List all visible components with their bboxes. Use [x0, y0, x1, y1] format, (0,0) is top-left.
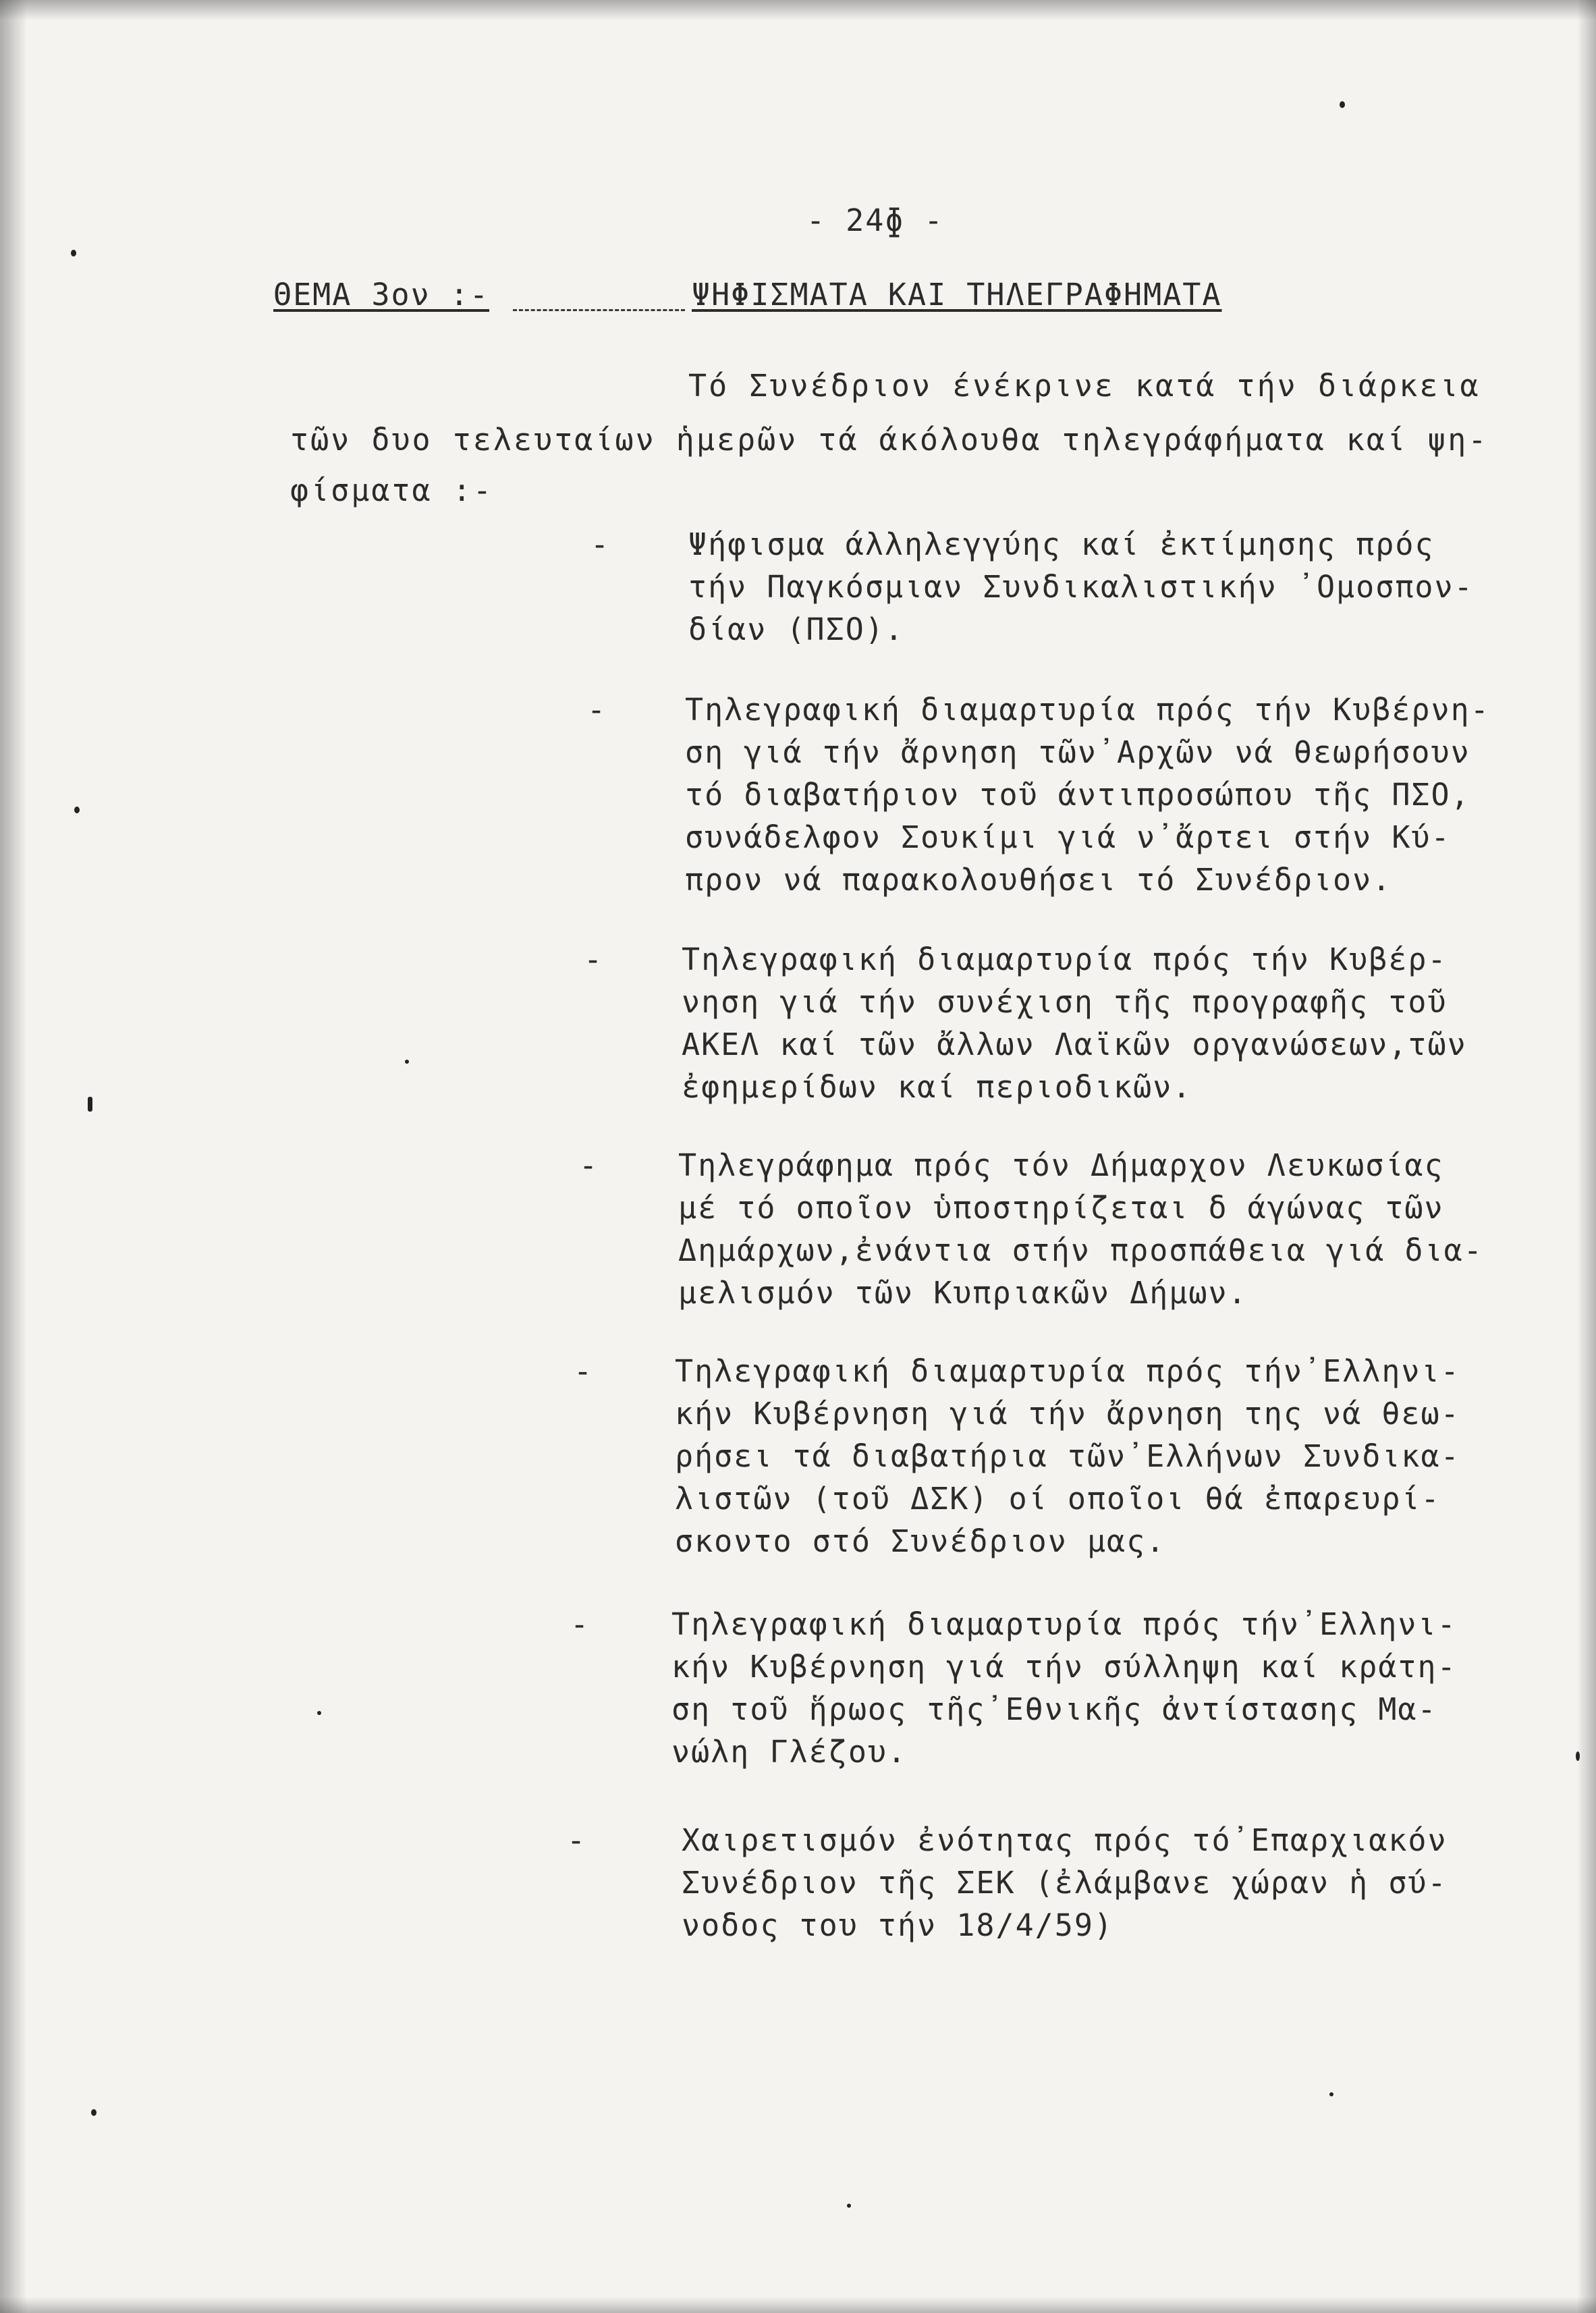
list-item-line: μέ τό οποῖον ὑποστηρίζεται δ άγώνας τῶν	[678, 1190, 1444, 1226]
list-item-line: δίαν (ΠΣΟ).	[688, 611, 905, 647]
list-item-line: μελισμόν τῶν Κυπριακῶν Δήμων.	[678, 1275, 1248, 1311]
scan-speck	[317, 1711, 321, 1715]
list-item-line: τό διαβατήριον τοῦ άντιπροσώπου τῆς ΠΣΟ,	[685, 777, 1470, 813]
list-dash: -	[587, 692, 606, 728]
list-item-line: Συνέδριον τῆς ΣΕΚ (ἐλάμβανε χώραν ἡ σύ-	[682, 1865, 1448, 1901]
list-item-line: Τηλεγραφική διαμαρτυρία πρός τήν Κυβέρ-	[682, 942, 1448, 977]
scan-speck	[1329, 2092, 1333, 2096]
list-item-line: νώλη Γλέζου.	[671, 1734, 908, 1770]
list-item-line: τήν Παγκόσμιαν Συνδικαλιστικήν ᾿Ομοσπον-	[688, 569, 1474, 605]
list-item-line: Δημάρχων,ἐνάντια στήν προσπάθεια γιά δια-	[678, 1232, 1483, 1268]
list-item-line: Τηλεγραφική διαμαρτυρία πρός τήν᾿Ελληνι-	[675, 1353, 1460, 1389]
list-item-line: λιστῶν (τοῦ ΔΣΚ) οί οποῖοι θά ἐπαρευρί-	[675, 1481, 1441, 1517]
scan-edge-bottom	[0, 2297, 1596, 2313]
section-label: ΘΕΜΑ 3ον :-	[273, 277, 490, 312]
list-item-line: ση γιά τήν ἄρνηση τῶν᾿Αρχῶν νά θεωρήσουν	[685, 734, 1470, 770]
list-item-line: Ψήφισμα άλληλεγγύης καί ἐκτίμησης πρός	[688, 526, 1435, 562]
list-dash: -	[584, 942, 603, 977]
list-item-line: ση τοῦ ἥρωος τῆς᾿Εθνικῆς ἀντίστασης Μα-	[671, 1691, 1437, 1727]
list-item-line: ἐφημερίδων καί περιοδικῶν.	[682, 1069, 1192, 1105]
list-dash: -	[590, 526, 609, 562]
list-item-line: ΑΚΕΛ καί τῶν ἄλλων Λαϊκῶν οργανώσεων,τῶν	[682, 1027, 1467, 1062]
intro-line: τῶν δυο τελευταίων ἡμερῶν τά άκόλουθα τηλεγράφήματα καί ψη-	[290, 422, 1489, 458]
list-dash: -	[579, 1147, 598, 1183]
list-item-line: Τηλεγραφική διαμαρτυρία πρός τήν Κυβέρνη-	[685, 692, 1490, 728]
scan-speck	[74, 807, 80, 813]
list-item-line: προν νά παρακολουθήσει τό Συνέδριον.	[685, 862, 1392, 898]
heading-dash-rule	[513, 309, 685, 311]
list-item-line: ρήσει τά διαβατήρια τῶν᾿Ελλήνων Συνδικα-	[675, 1438, 1460, 1474]
scan-edge-left	[0, 0, 27, 2313]
list-item-line: νηση γιά τήν συνέχιση τῆς προγραφῆς τοῦ	[682, 984, 1448, 1020]
list-item-line: κήν Κυβέρνηση γιά τήν σύλληψη καί κράτη-	[671, 1649, 1457, 1685]
scan-speck	[71, 250, 76, 256]
list-item-line: νοδος του τήν 18/4/59)	[682, 1907, 1114, 1943]
list-item-line: σκοντο στό Συνέδριον μας.	[675, 1523, 1166, 1559]
scan-edge-right	[1577, 0, 1596, 2313]
scan-speck	[91, 2109, 97, 2116]
scan-speck	[1340, 101, 1345, 108]
list-dash: -	[567, 1822, 586, 1858]
scan-speck	[1576, 1751, 1580, 1761]
section-title: ΨΗΦΙΣΜΑΤΑ ΚΑΙ ΤΗΛΕΓΡΑΦΗΜΑΤΑ	[692, 277, 1222, 312]
intro-line: Τό Συνέδριον ένέκρινε κατά τήν διάρκεια	[688, 368, 1481, 404]
list-item-line: Χαιρετισμόν ἐνότητας πρός τό᾿Επαρχιακόν	[682, 1822, 1448, 1858]
list-item-line: Τηλεγραφική διαμαρτυρία πρός τήν᾿Ελληνι-	[671, 1606, 1457, 1642]
scan-edge-top	[0, 0, 1596, 20]
intro-line: φίσματα :-	[290, 472, 493, 508]
list-item-line: συνάδελφον Σουκίμι γιά ν᾿ἄρτει στήν Κύ-	[685, 819, 1451, 855]
list-dash: -	[574, 1353, 593, 1389]
list-dash: -	[570, 1606, 589, 1642]
list-item-line: κήν Κυβέρνηση γιά τήν ἄρνηση της νά θεω-	[675, 1396, 1460, 1432]
page-number: - 24ɸ -	[806, 202, 944, 238]
list-item-line: Τηλεγράφημα πρός τόν Δήμαρχον Λευκωσίας	[678, 1147, 1444, 1183]
scan-speck	[88, 1097, 92, 1112]
scan-speck	[847, 2204, 851, 2208]
scan-speck	[405, 1060, 409, 1064]
